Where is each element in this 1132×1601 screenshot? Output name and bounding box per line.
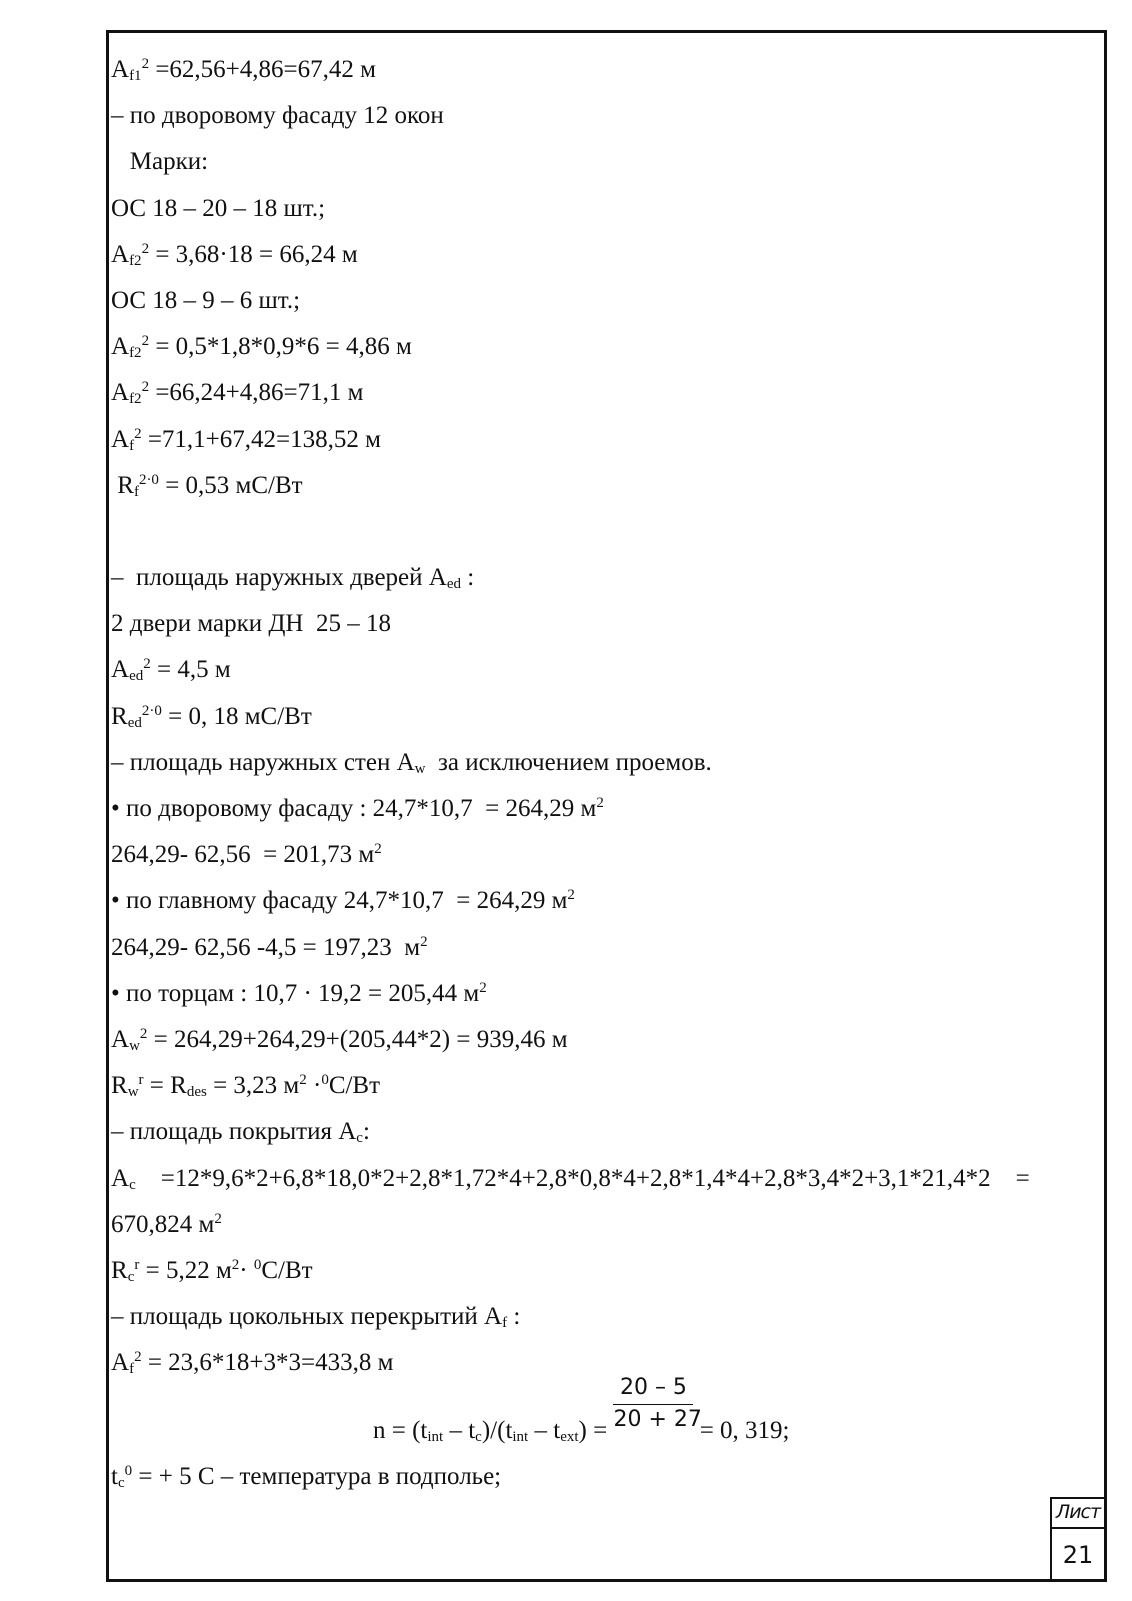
superscript: 2 (141, 56, 150, 72)
text-run: Марки: (111, 148, 209, 176)
text-line (111, 139, 1104, 185)
superscript: 2·0 (141, 702, 162, 719)
superscript: 2 (420, 933, 428, 950)
text-run: = 5,22 м (139, 1256, 232, 1284)
subscript: int (427, 1429, 444, 1446)
text-line (111, 1156, 1104, 1202)
text-run: – площадь цокольных перекрытий A (111, 1303, 503, 1331)
text-line (111, 93, 1104, 139)
text-run: С/Вт (260, 702, 312, 730)
superscript: 0 (253, 1256, 262, 1273)
text-run: = + 5 (132, 1463, 198, 1491)
subscript: int (512, 1429, 529, 1446)
text-run: · (306, 1072, 322, 1100)
text-run: С/Вт (251, 471, 303, 499)
text-run: A (111, 425, 130, 453)
fraction-denominator: 20 + 27 (613, 1407, 702, 1433)
subscript: f2 (129, 345, 142, 362)
sheet-label: Лист (1052, 1499, 1104, 1529)
subscript: c (356, 1130, 363, 1147)
subscript: f (133, 483, 139, 500)
text-line (111, 832, 1104, 878)
text-run: С/Вт (328, 1072, 381, 1100)
superscript: 2 (134, 1349, 142, 1366)
text-line (111, 1017, 1104, 1063)
subscript: c (129, 1176, 136, 1193)
subscript: w (414, 760, 426, 777)
text-line (111, 647, 1104, 693)
text-run: ОС 18 – 20 – 18 шт.; (111, 194, 326, 222)
text-line (111, 232, 1104, 278)
text-run: A (111, 1164, 130, 1192)
text-line (111, 1294, 1104, 1340)
page-frame (106, 30, 1107, 1582)
text-run: R (111, 1256, 128, 1284)
text-run: • по дворовому фасаду : 24,7*10,7 = 264,29 м (111, 795, 597, 822)
subscript: ext (560, 1429, 579, 1446)
sheet-stamp (1050, 1497, 1104, 1579)
text-run: С/Вт (261, 1256, 313, 1284)
text-run: A (111, 240, 130, 268)
text-run: n = (t (373, 1417, 428, 1445)
text-line (111, 278, 1104, 324)
text-line (111, 740, 1104, 786)
text-line (111, 463, 1104, 509)
text-run: t (111, 1463, 118, 1491)
subscript: ed (446, 576, 462, 593)
superscript: 0 (321, 1072, 329, 1089)
text-run: · (239, 1256, 254, 1284)
text-run: = 3,23 м (206, 1072, 300, 1100)
text-run: • по главному фасаду 24,7*10,7 = 264,29 м (111, 887, 568, 915)
text-line (111, 47, 1104, 93)
text-run: =71,1+67,42=138,52 м (141, 425, 381, 453)
fraction-numerator: 20 – 5 (613, 1372, 693, 1405)
text-run: – площадь наружных дверей A (111, 564, 447, 592)
sheet-number: 21 (1062, 1541, 1094, 1569)
superscript: 0 (124, 1463, 133, 1480)
text-run: A (111, 333, 130, 361)
text-line (111, 417, 1104, 463)
text-run: ОС 18 – 9 – 6 шт.; (111, 286, 301, 314)
superscript: 2 (143, 656, 151, 673)
text-run: • по торцам : 10,7 · 19,2 = 205,44 м (111, 979, 480, 1007)
text-run: R (111, 471, 134, 499)
subscript: ed (129, 668, 144, 685)
subscript: w (129, 1037, 140, 1054)
text-run: R (111, 702, 128, 730)
text-run: 264,29- 62,56 -4,5 = 197,23 м (111, 933, 421, 961)
superscript: r (134, 1256, 140, 1273)
text-line (111, 925, 1104, 971)
text-run: – t (528, 1417, 561, 1445)
text-run: =12*9,6*2+6,8*18,0*2+2,8*1,72*4+2,8*0,8*4+2,8*1,4*4+2,8*3,4*2+3,1*21,4*2 = (135, 1164, 1030, 1192)
subscript: f1 (129, 68, 142, 84)
text-run: A (111, 56, 130, 83)
text-line (111, 694, 1104, 740)
subscript: c (117, 1475, 125, 1492)
text-run: =62,56+4,86=67,42 м (149, 56, 376, 83)
subscript: w (127, 1084, 139, 1101)
superscript: 2 (231, 1256, 240, 1273)
superscript: 2 (139, 1025, 148, 1042)
text-run: = 23,6*18+3*3=433,8 м (141, 1349, 394, 1377)
text-run: С – температура в подполье; (197, 1463, 502, 1491)
text-run: : (507, 1303, 521, 1331)
subscript: ed (127, 714, 142, 731)
text-run: R (111, 1072, 128, 1100)
text-run: = 0,5*1,8*0,9*6 = 4,86 м (149, 333, 412, 361)
text-run: – площадь покрытия A (111, 1118, 357, 1146)
text-run: =66,24+4,86=71,1 м (149, 379, 364, 407)
text-line (111, 786, 1104, 832)
text-line (111, 971, 1104, 1017)
text-run: = 0, 319; (693, 1417, 790, 1445)
text-run: = R (143, 1072, 187, 1100)
subscript: f (502, 1315, 508, 1332)
text-run: 2 двери марки ДН 25 – 18 (111, 610, 391, 638)
text-run: A (111, 656, 130, 684)
text-run: )/(t (481, 1417, 513, 1445)
subscript: c (475, 1429, 482, 1446)
text-line (111, 1454, 1104, 1500)
text-line (111, 186, 1104, 232)
superscript: 2·0 (138, 471, 159, 488)
superscript: 2 (479, 979, 487, 996)
formula-line (111, 1375, 1104, 1454)
text-run: = 0, 18 м (161, 702, 261, 730)
superscript: 2 (134, 425, 142, 442)
text-run: = 3,68·18 = 66,24 м (149, 240, 358, 268)
subscript: f2 (129, 252, 142, 269)
superscript: 2 (141, 379, 150, 396)
superscript: 2 (374, 841, 382, 858)
text-run: A (111, 379, 130, 407)
text-line (111, 1063, 1104, 1109)
text-line (111, 324, 1104, 370)
text-run: за исключением проемов. (425, 748, 712, 776)
text-line (111, 555, 1104, 601)
superscript: 2 (567, 887, 575, 904)
n-formula (373, 1375, 790, 1454)
superscript: 2 (141, 333, 150, 350)
text-run: = 4,5 м (150, 656, 231, 684)
superscript: r (138, 1072, 144, 1089)
text-line (111, 1202, 1104, 1248)
text-run: A (111, 1025, 130, 1053)
text-line (111, 370, 1104, 416)
subscript: f2 (129, 391, 142, 408)
text-run: : (461, 564, 475, 592)
text-line (111, 1248, 1104, 1294)
text-line (111, 1109, 1104, 1155)
text-run: = 0,53 м (158, 471, 252, 499)
superscript: 2 (214, 1210, 222, 1227)
subscript: c (127, 1268, 135, 1285)
subscript: f (129, 1361, 135, 1378)
text-run: 670,824 м (111, 1210, 215, 1238)
text-run: ) = (578, 1417, 614, 1445)
fraction (613, 1375, 702, 1448)
text-run: A (111, 1349, 130, 1377)
superscript: 2 (596, 795, 604, 811)
text-run: : (362, 1118, 370, 1146)
text-run: – по дворовому фасаду 12 окон (111, 102, 444, 130)
text-run: – площадь наружных стен A (111, 748, 415, 776)
superscript: 2 (299, 1072, 307, 1089)
subscript: des (186, 1084, 207, 1101)
text-line (111, 1340, 1104, 1386)
document-body (109, 47, 1104, 1501)
text-line (111, 601, 1104, 647)
text-run: – t (443, 1417, 476, 1445)
text-line (111, 878, 1104, 924)
text-run: 264,29- 62,56 = 201,73 м (111, 841, 375, 869)
text-line (111, 509, 1104, 555)
text-run: = 264,29+264,29+(205,44*2) = 939,46 м (147, 1025, 568, 1053)
superscript: 2 (141, 240, 150, 257)
subscript: f (129, 437, 135, 454)
